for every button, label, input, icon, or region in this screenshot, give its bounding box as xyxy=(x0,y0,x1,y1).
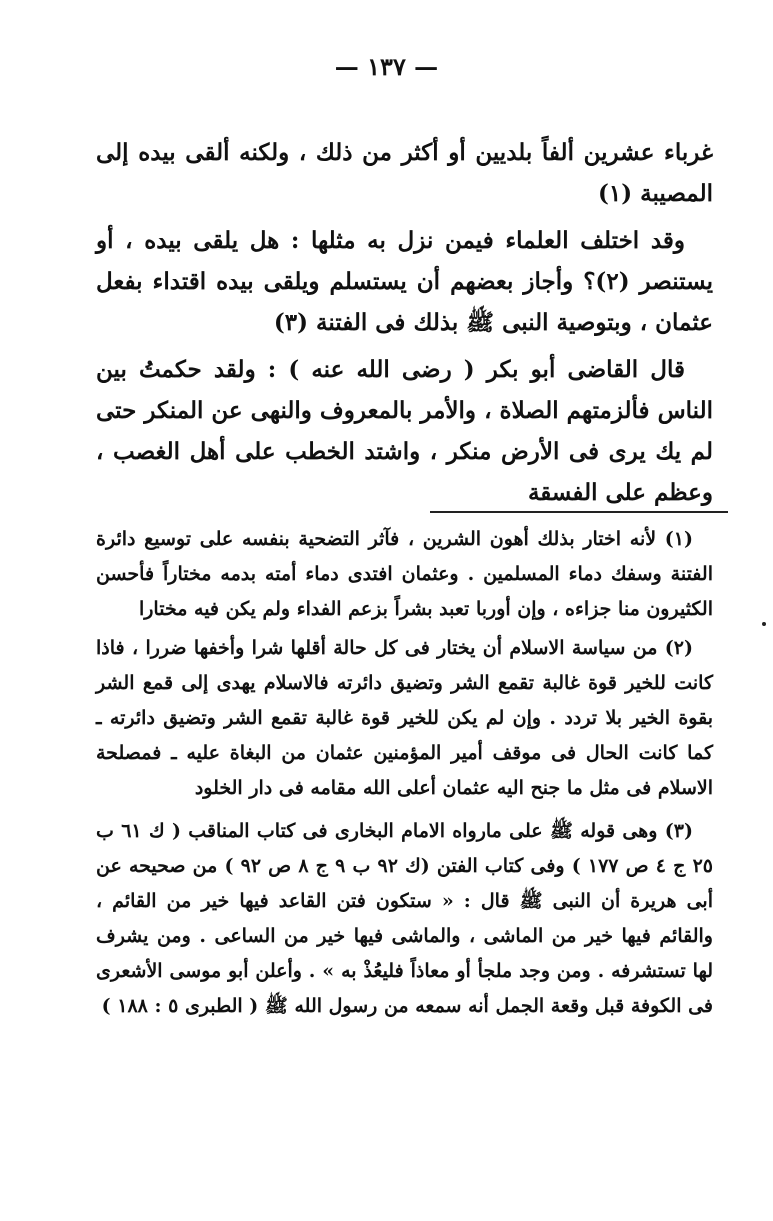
footnotes xyxy=(96,522,713,1028)
body-paragraph-1: غرباء عشرين ألفاً بلديين أو أكثر من ذلك ، ولكنه ألقى بيده إلى المصيبة (١) xyxy=(96,139,713,207)
margin-dot xyxy=(762,622,766,626)
footnote-divider xyxy=(430,511,728,513)
body-paragraph-3: قال القاضى أبو بكر ( رضى الله عنه ) : ولقد حكمتُ بين الناس فألزمتهم الصلاة ، والأمر بالمعروف والنهى عن المنكر حتى لم يك يرى فى الأرض منكر ، واشتد الخطب على أهل الغصب ، وعظم على الفسقة xyxy=(96,356,713,506)
footnote-3: (٣) وهى قوله ﷺ على مارواه الامام البخارى فى كتاب المناقب ( ك ٦١ ب ٢٥ ج ٤ ص ١٧٧ ) وفى كتاب الفتن (ك ٩٢ ب ٩ ج ٨ ص ٩٢ ) من صحيحه عن أبى هريرة أن النبى ﷺ قال : « ستكون فتن القاعد فيها خير من القائم ، والقائم فيها خير من الماشى ، والماشى فيها خير من الساعى . ومن يشرف لها تستشرفه . ومن وجد ملجأ أو معاذاً فليعُذْ به » . وأعلن أبو موسى الأشعرى فى الكوفة قبل وقعة الجمل أنه سمعه من رسول الله ﷺ ( الطبرى ٥ : ١٨٨ ) xyxy=(96,820,713,1017)
main-text xyxy=(96,132,713,519)
body-paragraph-2: وقد اختلف العلماء فيمن نزل به مثلها : هل يلقى بيده ، أو يستنصر (٢)؟ وأجاز بعضهم أن يستسلم ويلقى بيده اقتداء بفعل عثمان ، وبتوصية النبى ﷺ بذلك فى الفتنة (٣) xyxy=(96,227,713,336)
footnote-1: (١) لأنه اختار بذلك أهون الشرين ، فآثر التضحية بنفسه على توسيع دائرة الفتنة وسفك دماء المسلمين . وعثمان افتدى دماء أمته بدمه مختاراً فأحسن الكثيرون منا جزاءه ، وإن أوربا تعبد بشراً بزعم الفداء ولم يكن فيه مختارا xyxy=(96,528,713,620)
page-number: — ١٣٧ — xyxy=(334,52,439,81)
footnote-2: (٢) من سياسة الاسلام أن يختار فى كل حالة أقلها شرا وأخفها ضررا ، فاذا كانت للخير قوة غالبة تقمع الشر وتضيق دائرته فالاسلام يهدى إلى قمع الشر بقوة الخير بلا تردد . وإن لم يكن للخير قوة غالبة تقمع الشر وتضيق دائرته ـ كما كانت الحال فى موقف أمير المؤمنين عثمان من البغاة عليه ـ فمصلحة الاسلام فى مثل ما جنح اليه عثمان أعلى الله مقامه فى دار الخلود xyxy=(96,637,713,799)
